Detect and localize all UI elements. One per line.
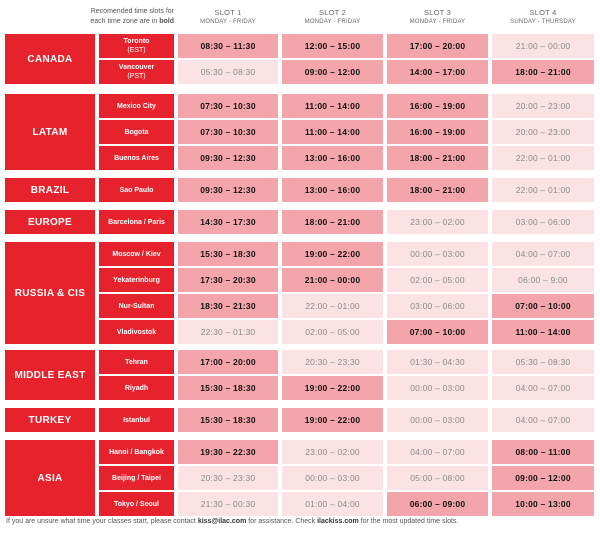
- city-name: Bogota: [124, 128, 149, 136]
- time-slot-recommended: 11:00 – 14:00: [282, 94, 383, 118]
- time-slot-recommended: 11:00 – 14:00: [492, 320, 594, 344]
- time-slot: 04:00 – 07:00: [492, 376, 594, 400]
- city-cell: [99, 440, 174, 464]
- time-slot: 22:00 – 01:00: [492, 146, 594, 170]
- time-slot-recommended: 13:00 – 16:00: [282, 178, 383, 202]
- time-slot: 05:00 – 08:00: [387, 466, 488, 490]
- time-slot-recommended: 08:00 – 11:00: [492, 440, 594, 464]
- city-name: Beijing / Taipei: [112, 474, 161, 482]
- time-slot: 05:30 – 08:30: [492, 350, 594, 374]
- slot-header-1: [178, 7, 278, 31]
- time-slot: 20:00 – 23:00: [492, 120, 594, 144]
- header-note: [6, 7, 174, 27]
- city-cell: [99, 268, 174, 292]
- time-slot: 20:30 – 23:30: [282, 350, 383, 374]
- slot-3-days: MONDAY - FRIDAY: [409, 19, 466, 25]
- city-name: Nur-Sultan: [118, 302, 155, 310]
- city-name: Moscow / Kiev: [112, 250, 161, 258]
- footer-site-link[interactable]: ilackiss.com: [317, 518, 359, 525]
- slot-3-name: SLOT 3: [424, 8, 451, 17]
- slot-4-days: SUNDAY - THURSDAY: [510, 19, 576, 25]
- region-label: CANADA: [5, 34, 95, 84]
- city-name: Istanbul: [123, 416, 150, 424]
- city-timezone: (EST): [127, 47, 146, 54]
- time-slot-recommended: 19:00 – 22:00: [282, 376, 383, 400]
- note-line-2: each time zone are in: [90, 18, 158, 25]
- city-name: Mexico City: [117, 102, 156, 110]
- city-name: Toronto: [123, 38, 150, 45]
- time-slot-recommended: 14:30 – 17:30: [178, 210, 278, 234]
- city-name: Yekaterinburg: [113, 276, 160, 284]
- time-slot-recommended: 07:30 – 10:30: [178, 120, 278, 144]
- time-slot-recommended: 09:00 – 12:00: [282, 60, 383, 84]
- time-slot: 20:30 – 23:30: [178, 466, 278, 490]
- time-slot-recommended: 17:30 – 20:30: [178, 268, 278, 292]
- footer-text-1: If you are unsure what time your classes start, please contact: [6, 518, 198, 525]
- footer-email-link[interactable]: kiss@ilac.com: [197, 518, 247, 525]
- time-slot: 06:00 – 9:00: [492, 268, 594, 292]
- time-slot-recommended: 15:30 – 18:30: [178, 376, 278, 400]
- region-label: BRAZIL: [5, 178, 95, 202]
- note-bold-word: bold: [159, 18, 174, 25]
- city-name: Hanoi / Bangkok: [109, 448, 164, 456]
- time-slot: 03:00 – 06:00: [387, 294, 488, 318]
- footer-text-2: for assistance. Check: [246, 518, 318, 525]
- time-slot-recommended: 21:00 – 00:00: [282, 268, 383, 292]
- time-slot-recommended: 07:30 – 10:30: [178, 94, 278, 118]
- time-slot-recommended: 09:00 – 12:00: [492, 466, 594, 490]
- city-name: Barcelona / Paris: [108, 218, 165, 226]
- slot-4-name: SLOT 4: [529, 8, 557, 17]
- time-slot-recommended: 18:00 – 21:00: [492, 60, 594, 84]
- time-slot-recommended: 06:00 – 09:00: [387, 492, 488, 516]
- time-slot: 22:30 – 01:30: [178, 320, 278, 344]
- city-timezone: (PST): [127, 73, 146, 80]
- time-slot-recommended: 16:00 – 19:00: [387, 94, 488, 118]
- time-slot: 21:00 – 00:00: [492, 34, 594, 58]
- city-name: Riyadh: [124, 384, 149, 392]
- time-slot-recommended: 19:30 – 22:30: [178, 440, 278, 464]
- time-slot: 23:00 – 02:00: [282, 440, 383, 464]
- city-cell: [99, 60, 174, 84]
- time-slot-recommended: 19:00 – 22:00: [282, 242, 383, 266]
- city-name: Tehran: [125, 358, 148, 366]
- region-label: MIDDLE EAST: [5, 350, 95, 400]
- time-slot-recommended: 18:00 – 21:00: [387, 146, 488, 170]
- slot-1-name: SLOT 1: [214, 8, 242, 17]
- city-cell: [99, 466, 174, 490]
- time-slot-recommended: 18:00 – 21:00: [387, 178, 488, 202]
- time-slot-recommended: 07:00 – 10:00: [492, 294, 594, 318]
- time-slot: 23:00 – 02:00: [387, 210, 488, 234]
- slot-2-name: SLOT 2: [319, 8, 346, 17]
- region-label: RUSSIA & CIS: [5, 242, 95, 344]
- time-slot-recommended: 16:00 – 19:00: [387, 120, 488, 144]
- time-slot-recommended: 10:00 – 13:00: [492, 492, 594, 516]
- city-cell: [99, 210, 174, 234]
- time-slot: 00:00 – 03:00: [387, 242, 488, 266]
- time-slot: 00:00 – 03:00: [387, 376, 488, 400]
- time-slot-recommended: 13:00 – 16:00: [282, 146, 383, 170]
- time-slot-recommended: 17:00 – 20:00: [387, 34, 488, 58]
- region-label: TURKEY: [5, 408, 95, 432]
- region-label: LATAM: [5, 94, 95, 170]
- city-name: Sao Paulo: [119, 186, 154, 194]
- city-name: Vladivostok: [116, 328, 157, 336]
- time-slot: 00:00 – 03:00: [282, 466, 383, 490]
- time-slot: 01:30 – 04:30: [387, 350, 488, 374]
- city-name: Buenos Aires: [114, 154, 159, 162]
- time-slot-recommended: 07:00 – 10:00: [387, 320, 488, 344]
- city-cell: [99, 492, 174, 516]
- time-slot-recommended: 08:30 – 11:30: [178, 34, 278, 58]
- city-cell: [99, 146, 174, 170]
- city-cell: [99, 350, 174, 374]
- time-slot: 04:00 – 07:00: [492, 242, 594, 266]
- city-cell: [99, 94, 174, 118]
- time-slot: 04:00 – 07:00: [387, 440, 488, 464]
- time-slot-recommended: 14:00 – 17:00: [387, 60, 488, 84]
- time-slot: 00:00 – 03:00: [387, 408, 488, 432]
- city-cell: [99, 408, 174, 432]
- city-cell: [99, 242, 174, 266]
- time-slot-recommended: 12:00 – 15:00: [282, 34, 383, 58]
- time-slot: 04:00 – 07:00: [492, 408, 594, 432]
- city-cell: [99, 294, 174, 318]
- city-cell: [99, 376, 174, 400]
- time-slot-recommended: 17:00 – 20:00: [178, 350, 278, 374]
- slot-1-days: MONDAY - FRIDAY: [200, 19, 256, 25]
- time-slot: 22:00 – 01:00: [492, 178, 594, 202]
- time-slot-recommended: 15:30 – 18:30: [178, 408, 278, 432]
- time-slot-recommended: 09:30 – 12:30: [178, 146, 278, 170]
- slot-header-4: [492, 7, 594, 31]
- region-label: EUROPE: [5, 210, 95, 234]
- time-slot-recommended: 09:30 – 12:30: [178, 178, 278, 202]
- time-slot-recommended: 18:00 – 21:00: [282, 210, 383, 234]
- footer-text-3: for the most updated time slots.: [358, 518, 459, 525]
- footer-note: [6, 518, 598, 525]
- slot-header-2: [282, 7, 383, 31]
- time-slot-recommended: 11:00 – 14:00: [282, 120, 383, 144]
- city-name: Vancouver: [118, 64, 155, 71]
- time-slot: 22:00 – 01:00: [282, 294, 383, 318]
- time-slot: 20:00 – 23:00: [492, 94, 594, 118]
- time-slot: 05:30 – 08:30: [178, 60, 278, 84]
- time-slot-recommended: 18:30 – 21:30: [178, 294, 278, 318]
- time-slot-recommended: 19:00 – 22:00: [282, 408, 383, 432]
- city-name: Tokyo / Seoul: [114, 500, 159, 508]
- time-slot: 02:00 – 05:00: [387, 268, 488, 292]
- time-slot: 21:30 – 00:30: [178, 492, 278, 516]
- city-cell: [99, 320, 174, 344]
- time-slot: 02:00 – 05:00: [282, 320, 383, 344]
- time-slot-recommended: 15:30 – 18:30: [178, 242, 278, 266]
- time-slot: 01:00 – 04:00: [282, 492, 383, 516]
- city-cell: [99, 34, 174, 58]
- city-cell: [99, 178, 174, 202]
- city-cell: [99, 120, 174, 144]
- slot-2-days: MONDAY - FRIDAY: [304, 19, 361, 25]
- slot-header-3: [387, 7, 488, 31]
- time-slot: 03:00 – 06:00: [492, 210, 594, 234]
- note-line-1: Recomended time slots for: [90, 8, 174, 15]
- region-label: ASIA: [5, 440, 95, 516]
